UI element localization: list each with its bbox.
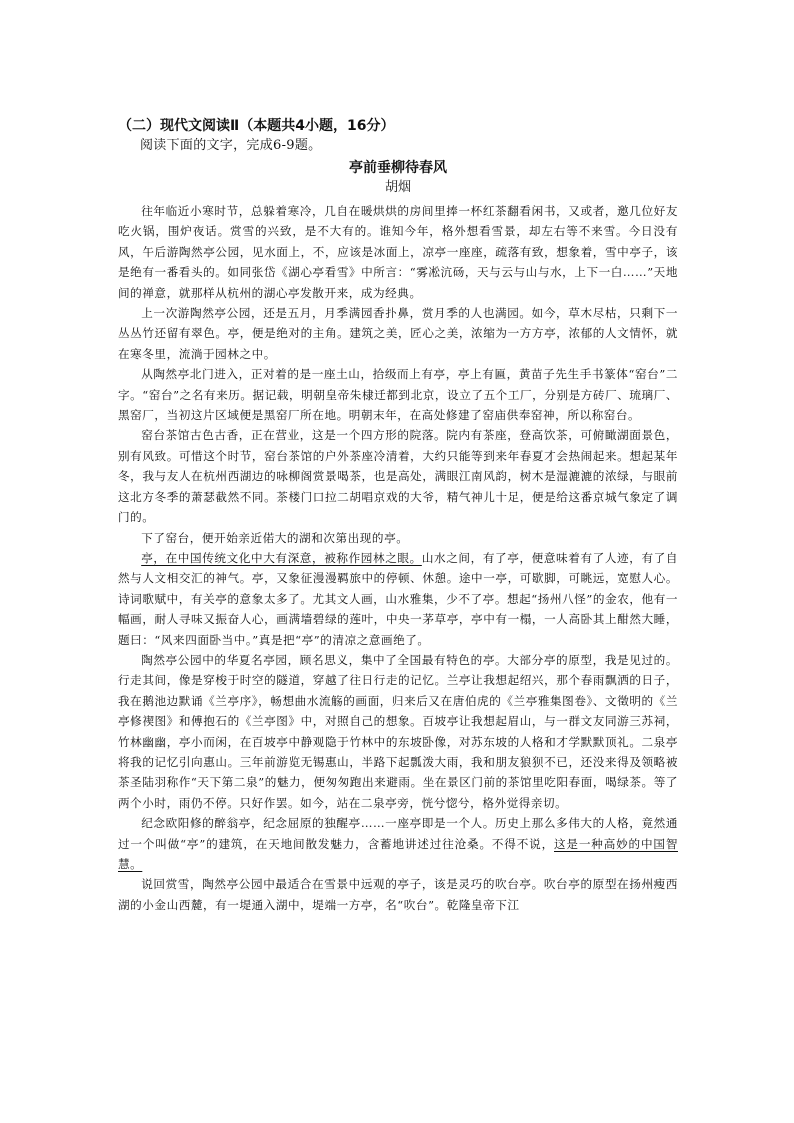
paragraph-6-rest: 山水之间，有了亭，便意味着有了人迹，有了自然与人文相交汇的神气。亭，又象征漫漫羁旅中的停顿、休憩。途中一亭，可歇脚，可眺远，宽慰人心。诗词歌赋中，有关亭的意象太多了。尤其文人画，山水雅集，少不了亭。想起“扬州八怪”的金农，他有一幅画，耐人寻味又振奋人心，画满墙碧绿的莲叶，中央一茅草亭，亭中有一榻，一人高卧其上酣然大睡，题曰：“风来四面卧当中。”真是把“亭”的清凉之意画绝了。 xyxy=(118,550,678,647)
section-title: （二）现代文阅读Ⅱ（本题共4小题，16分） xyxy=(118,118,395,134)
paragraph-3: 从陶然亭北门进入，正对着的是一座土山，拾级而上有亭，亭上有匾，黄苗子先生手书篆体“窑台”二字。“窑台”之名有来历。据记载，明朝皇帝朱棣迁都到北京，设立了五个工厂，分别是方砖厂、琉璃厂、黑窑厂，当初这片区域便是黑窑厂所在地。明朝末年，在高处修建了窑庙供奉窑神，所以称窑台。 xyxy=(118,367,678,423)
paragraph-1: 往年临近小寒时节，总躲着寒冷，几自在暖烘烘的房间里捧一杯红茶翻看闲书，又或者，邀几位好友吃火锅，围炉夜话。赏雪的兴致，是不大有的。谁知今年，格外想看雪景，却左右等不来雪。今日没有风，午后游陶然亭公园，见水面上，不，应该是冰面上，凉亭一座座，疏落有致，想象着，雪中亭子，该是绝有一番看头的。如同张岱《湖心亭看雪》中所言：“雾凇沆砀，天与云与山与水，上下一白……”天地间的禅意，就那样从杭州的湖心亭发散开来，成为经典。 xyxy=(118,204,678,300)
article-title: 亭前垂柳待春风 xyxy=(349,160,447,176)
paragraph-8 xyxy=(118,813,678,874)
paragraph-8-body: 纪念欧阳修的醉翁亭，纪念屈原的独醒亭……一座亭即是一个人。历史上那么多伟大的人格，竟然通过一个叫做“亭”的建筑，在天地间散发魅力，含蓄地讲述过往沧桑。不得不说， xyxy=(118,816,678,851)
paragraph-9: 说回赏雪，陶然亭公园中最适合在雪景中远观的亭子，该是灵巧的吹台亭。吹台亭的原型在扬州瘦西湖的小金山西麓，有一堤通入湖中，堤端一方亭，名“吹台”。乾隆皇帝下江 xyxy=(118,877,678,912)
paragraph-6 xyxy=(118,548,678,650)
paragraph-4: 窑台茶馆古色古香，正在营业，这是一个四方形的院落。院内有茶座，登高饮茶，可俯瞰湖面景色，别有风致。可惜这个时节，窑台茶馆的户外茶座冷清着，大约只能等到来年春夏才会热闹起来。想起某年冬，我与友人在杭州西湖边的咏柳阁赏景喝茶，也是高处，满眼江南风韵，树木是湿漉漉的浓绿，与眼前这北方冬季的萧瑟截然不同。茶楼门口拉二胡唱京戏的大爷，精气神儿十足，便是给这番京城气象定了调门的。 xyxy=(118,428,678,525)
document-page xyxy=(118,116,678,915)
instruction-text: 阅读下面的文字，完成6-9题。 xyxy=(140,138,322,153)
underlined-sentence-2: 这是一种高妙的中国智慧。 xyxy=(118,836,678,871)
paragraph-5: 下了窑台，便开始亲近偌大的湖和次第出现的亭。 xyxy=(141,530,409,545)
article-author: 胡烟 xyxy=(384,180,411,195)
underlined-sentence: 亭，在中国传统文化中大有深意，被称作园林之眼。 xyxy=(141,550,422,565)
paragraph-2: 上一次游陶然亭公园，还是五月，月季满园香扑鼻，赏月季的人也满园。如今，草木尽枯，只剩下一丛丛竹还留有翠色。亭，便是绝对的主角。建筑之美，匠心之美，浓缩为一方方亭，浓郁的人文情怀，就在寒冬里，流淌于园林之中。 xyxy=(118,306,678,361)
paragraph-7: 陶然亭公园中的华夏名亭园，顾名思义，集中了全国最有特色的亭。大部分亭的原型，我是见过的。行走其间，像是穿梭于时空的隧道，穿越了往日行走的记忆。兰亭让我想起绍兴，那个春雨飘洒的日子，我在鹅池边默诵《兰亭序》，畅想曲水流觞的画面，归来后又在唐伯虎的《兰亭雅集图卷》、文徵明的《兰亭修禊图》和傅抱石的《兰亭图》中，对照自己的想象。百坡亭让我想起眉山，与一群文友同游三苏祠，竹林幽幽，亭小而闲，在百坡亭中静观隐于竹林中的东坡卧像，对苏东坡的人格和才学默默顶礼。二泉亭将我的记忆引向惠山。三年前游览无锡惠山，半路下起瓢泼大雨，我和朋友狼狈不已，还没来得及领略被茶圣陆羽称作“天下第二泉”的魅力，便匆匆跑出来避雨。坐在景区门前的茶馆里吃阳春面，喝绿茶。等了两个小时，雨仍不停。只好作罢。如今，站在二泉亭旁，恍兮惚兮，格外觉得亲切。 xyxy=(118,652,678,810)
